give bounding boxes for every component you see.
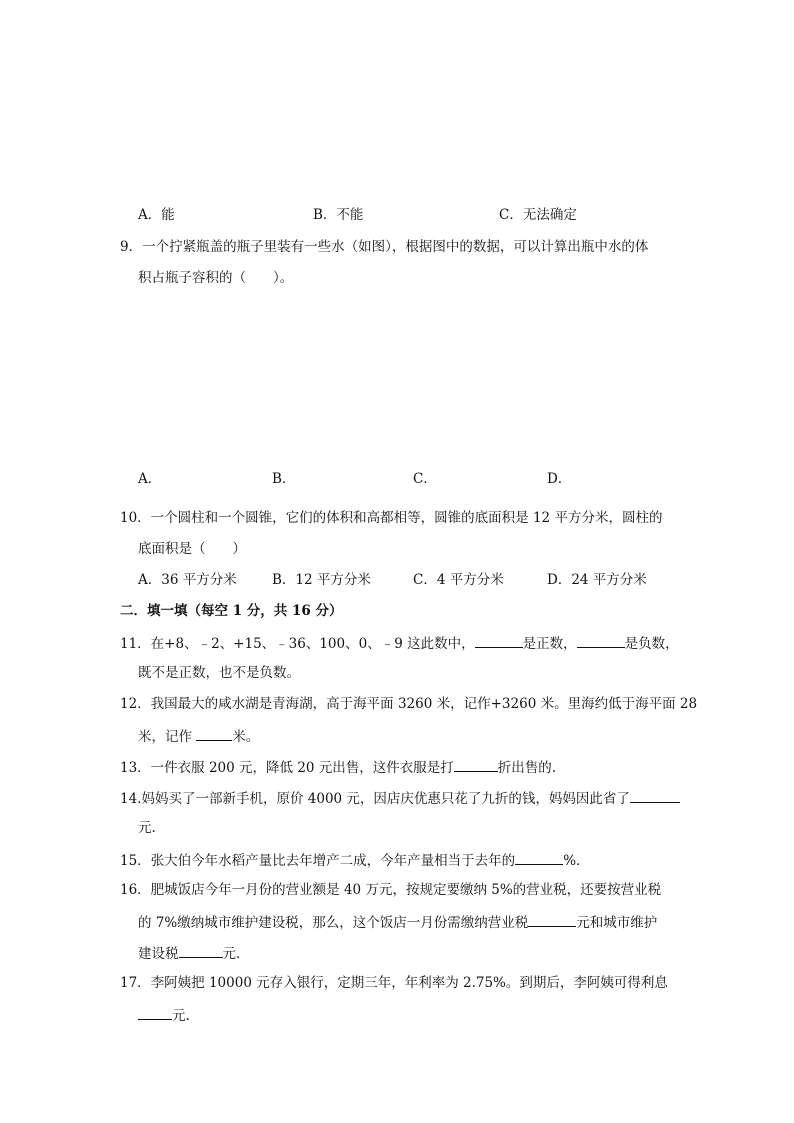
q16-text-c: 建设税 <box>138 946 179 962</box>
q12-line2 <box>138 726 259 746</box>
q17-blank[interactable] <box>138 1005 172 1020</box>
q15-blank[interactable] <box>515 850 563 865</box>
q17-line2 <box>138 1005 190 1025</box>
q11-text-a: 11．在+8、﹣2、+15、﹣36、100、0、﹣9 这此数中， <box>120 636 475 652</box>
q11-line1 <box>120 633 679 653</box>
q13-blank[interactable] <box>454 757 498 772</box>
q8-option-c: C．无法确定 <box>499 207 577 223</box>
q16-line3 <box>138 943 250 963</box>
q16-blank-construction-tax[interactable] <box>179 943 223 958</box>
section-title: 二．填一填（每空 1 分，共 16 分） <box>120 603 343 619</box>
q9-stem-line1: 9．一个拧紧瓶盖的瓶子里装有一些水（如图），根据图中的数据，可以计算出瓶中水的体 <box>120 239 649 255</box>
q14-blank[interactable] <box>630 788 680 803</box>
q10-stem-line2: 底面积是（ ） <box>138 541 246 557</box>
q14-line1 <box>120 788 680 808</box>
q11-text-b: 是正数， <box>522 636 577 652</box>
q17-text: 元. <box>172 1008 190 1024</box>
q17-line1: 17．李阿姨把 10000 元存入银行，定期三年，年利率为 2.75%。到期后，李阿姨可得利息 <box>120 975 668 991</box>
q10-option-a: A．36 平方分米 <box>138 572 237 588</box>
q8-option-a: A．能 <box>138 207 175 223</box>
q10-option-b: B．12 平方分米 <box>272 572 371 588</box>
q12-blank[interactable] <box>196 726 232 741</box>
q9-option-c: C． <box>413 471 437 487</box>
q9-option-d: D． <box>547 471 572 487</box>
q10-option-c: C．4 平方分米 <box>413 572 504 588</box>
q11-line2: 既不是正数，也不是负数。 <box>138 665 300 681</box>
q12-text-a: 米，记作 <box>138 729 197 745</box>
q14-text-a: 14.妈妈买了一部新手机，原价 4000 元，因店庆优惠只花了九折的钱，妈妈因此省了 <box>120 791 630 807</box>
q15-text-a: 15．张大伯今年水稻产量比去年增产二成，今年产量相当于去年的 <box>120 853 516 869</box>
q8-option-b: B．不能 <box>313 207 364 223</box>
q10-stem-line1: 10．一个圆柱和一个圆锥，它们的体积和高都相等，圆锥的底面积是 12 平方分米，圆柱的 <box>120 510 663 526</box>
q9-option-b: B． <box>272 471 296 487</box>
q14-line2: 元. <box>138 820 156 836</box>
q16-line1: 16．肥城饭店今年一月份的营业额是 40 万元，按规定要缴纳 5%的营业税，还要按营业税 <box>120 882 662 898</box>
q16-text-b: 元和城市维护 <box>576 915 658 931</box>
q11-text-c: 是负数， <box>624 636 679 652</box>
q9-stem-line2: 积占瓶子容积的（ ）。 <box>138 270 294 286</box>
q16-text-a: 的 7%缴纳城市维护建设税，那么，这个饭店一月份需缴纳营业税 <box>138 915 529 931</box>
q16-blank-business-tax[interactable] <box>528 912 576 927</box>
q16-text-d: 元． <box>222 946 250 962</box>
q13-line1 <box>120 757 556 777</box>
q15-line1 <box>120 850 590 870</box>
q12-line1: 12．我国最大的咸水湖是青海湖，高于海平面 3260 米，记作+3260 米。里海约低于海平面 28 <box>120 696 698 712</box>
q15-text-b: %． <box>563 853 590 869</box>
q13-text-b: 折出售的. <box>497 760 557 776</box>
q12-text-b: 米。 <box>232 729 260 745</box>
q10-option-d: D．24 平方分米 <box>547 572 647 588</box>
q13-text-a: 13．一件衣服 200 元，降低 20 元出售，这件衣服是打 <box>120 760 454 776</box>
q16-line2 <box>138 912 657 932</box>
q11-blank-negative[interactable] <box>577 633 625 648</box>
q9-option-a: A． <box>138 471 162 487</box>
q11-blank-positive[interactable] <box>475 633 523 648</box>
